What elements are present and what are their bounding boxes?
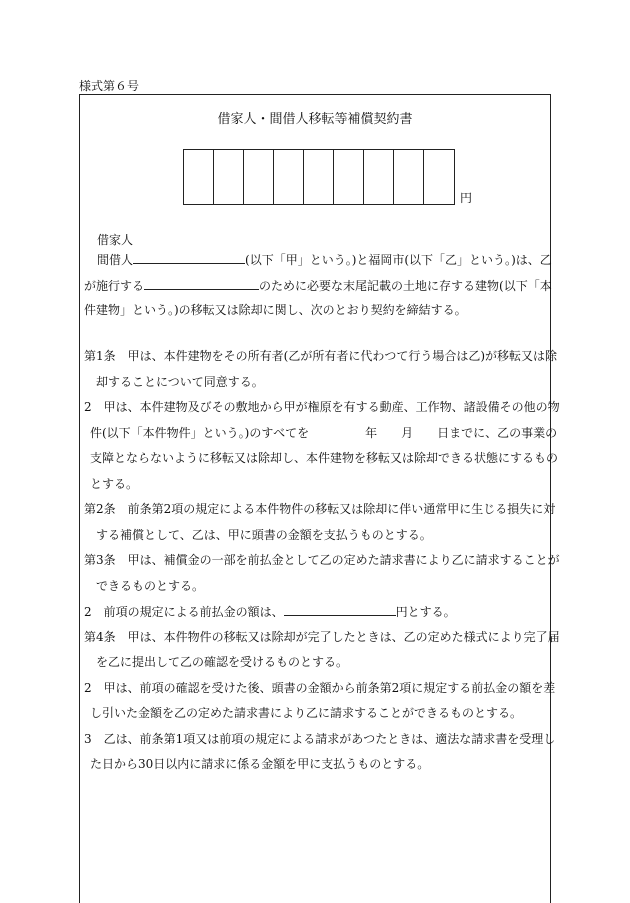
article-1-para-2-line-1: 2 甲は、本件建物及びその敷地から甲が権原を有する動産、工作物、諸設備その他の物 [84, 400, 560, 414]
article-1-line-2: 却することについて同意する。 [96, 375, 264, 389]
tenant-label: 借家人 [97, 233, 134, 247]
lodger-label: 間借人 [97, 253, 134, 267]
amount-boxes [183, 149, 455, 205]
intro-text-3a: が施行する [84, 279, 145, 293]
article-3-line-1: 第3条 甲は、補償金の一部を前払金として乙の定めた請求書により乙に請求することが [84, 553, 560, 567]
year-label: 年 [365, 426, 378, 440]
intro-text-4: 件建物」という。)の移転又は除却に関し、次のとおり契約を締結する。 [84, 303, 467, 317]
article-1-para-2-text-2a: 件(以下「本件物件」という。)のすべてを [90, 426, 310, 440]
article-4-para-2-line-1: 2 甲は、前項の確認を受けた後、頭書の金額から前条第2項に規定する前払金の額を差 [84, 681, 556, 695]
amount-digit-box[interactable] [244, 150, 274, 204]
amount-digit-box[interactable] [334, 150, 364, 204]
article-1-para-2-line-3: 支障とならないように移転又は除却し、本件建物を移転又は除却できる状態にするもの [90, 451, 559, 465]
advance-amount-blank[interactable] [284, 603, 396, 616]
article-2-line-2: する補償として、乙は、甲に頭書の金額を支払うものとする。 [96, 528, 432, 542]
article-4-line-2: を乙に提出して乙の確認を受けるものとする。 [96, 655, 349, 669]
amount-digit-box[interactable] [214, 150, 244, 204]
article-1-para-2-line-2 [90, 425, 557, 441]
document-title: 借家人・間借人移転等補償契約書 [217, 112, 413, 127]
article-4-para-2-line-2: し引いた金額を乙の定めた請求書により乙に請求することができるものとする。 [90, 706, 523, 720]
article-2-line-1: 第2条 前条第2項の規定による本件物件の移転又は除却に伴い通常甲に生じる損失に対 [84, 502, 556, 516]
article-4-line-1: 第4条 甲は、本件物件の移転又は除却が完了したときは、乙の定めた様式により完了届 [84, 630, 560, 644]
contract-frame [79, 94, 560, 903]
amount-digit-box[interactable] [274, 150, 304, 204]
party-name-blank[interactable] [133, 251, 245, 264]
article-3-para-2-text-a: 2 前項の規定による前払金の額は、 [84, 605, 284, 619]
form-number-label: 様式第６号 [79, 79, 140, 93]
yen-label: 円 [460, 191, 473, 205]
project-name-blank[interactable] [144, 277, 259, 290]
article-3-para-2-text-b: 円とする。 [395, 605, 456, 619]
intro-line-3 [84, 277, 552, 294]
article-4-para-3-line-1: 3 乙は、前条第1項又は前項の規定による請求があつたときは、適法な請求書を受理し [84, 732, 556, 746]
amount-digit-box[interactable] [394, 150, 424, 204]
article-3-line-2: できるものとする。 [96, 579, 205, 593]
intro-text-3b: のために必要な末尾記載の土地に存する建物(以下「本 [259, 279, 552, 293]
article-4-para-3-line-2: た日から30日以内に請求に係る金額を甲に支払うものとする。 [90, 757, 430, 771]
month-label: 月 [401, 426, 414, 440]
amount-digit-box[interactable] [364, 150, 394, 204]
amount-digit-box[interactable] [304, 150, 334, 204]
intro-line-2 [97, 251, 552, 268]
article-1-line-1: 第1条 甲は、本件建物をその所有者(乙が所有者に代わつて行う場合は乙)が移転又は除 [84, 349, 558, 363]
amount-digit-box[interactable] [424, 150, 454, 204]
amount-digit-box[interactable] [184, 150, 214, 204]
article-3-para-2 [84, 603, 456, 620]
intro-text-2: (以下「甲」という。)と福岡市(以下「乙」という。)は、乙 [245, 253, 552, 267]
article-1-para-2-line-4: とする。 [90, 477, 139, 491]
article-1-para-2-text-2d: 日までに、乙の事業の [437, 426, 558, 440]
